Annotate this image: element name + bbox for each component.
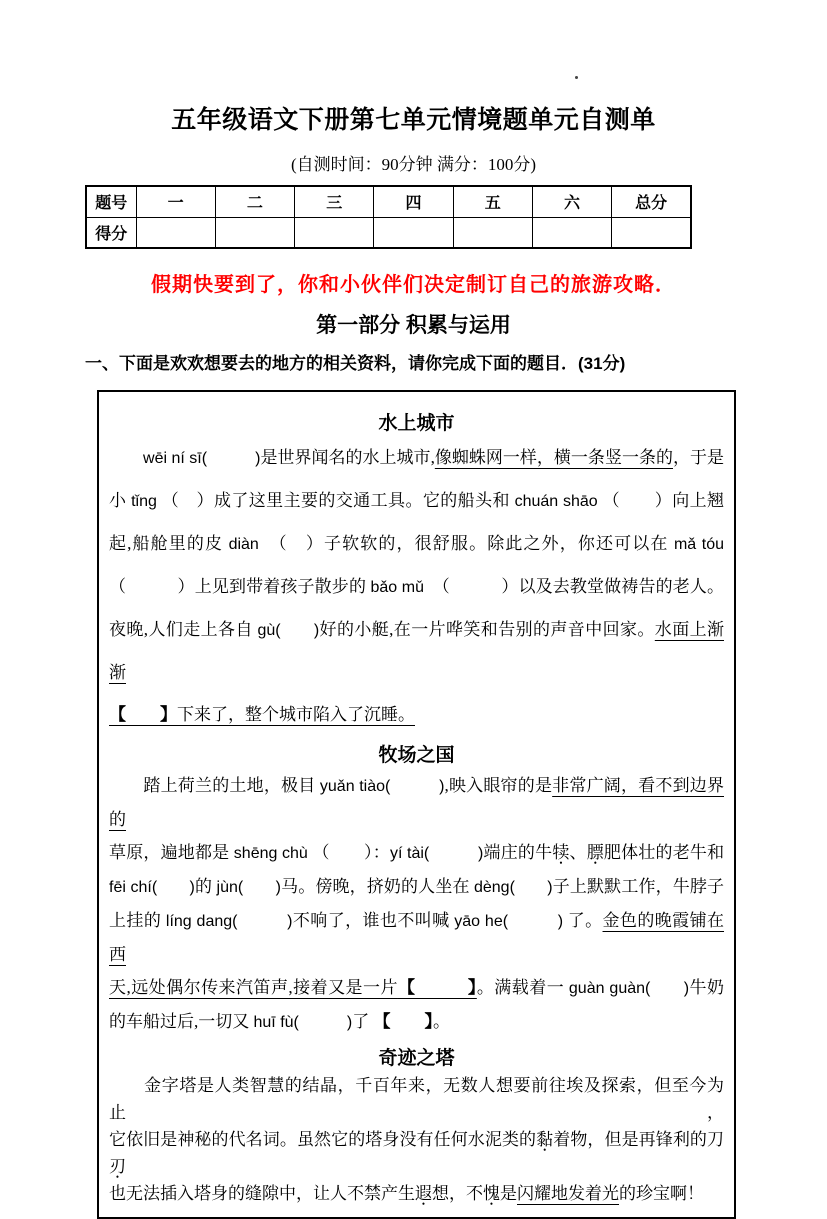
underlined-text: 金色的晚霞铺在西 [109, 911, 725, 964]
page-title: 五年级语文下册第七单元情境题单元自测单 [171, 106, 656, 134]
text-run: 小 [109, 491, 132, 510]
dotted-char: 刃 [109, 1157, 126, 1176]
pinyin-blank: guàn guàn( ) [568, 980, 690, 997]
pinyin-blank: jùn( ) [216, 879, 281, 896]
underlined-text: 下来了，整个城市陷入了沉睡。 [177, 705, 415, 724]
score-blank-cell [612, 217, 691, 248]
pinyin-blank: fēi chí( ) [109, 879, 195, 896]
text-run: 。满载着一 [476, 978, 569, 997]
text-line [109, 694, 724, 736]
dotted-char: 遐 [415, 1184, 432, 1203]
passage-3 [109, 1043, 724, 1207]
text-run [109, 448, 143, 467]
text-run: 的车船过后,一切又 [109, 1012, 254, 1031]
text-run: 牛奶 [689, 978, 725, 997]
text-line [109, 1126, 724, 1180]
table-label-cell: 六 [532, 186, 611, 217]
text-run: 【 】 [373, 1012, 433, 1031]
score-blank-cell [453, 217, 532, 248]
text-run: 想，不 [432, 1184, 483, 1203]
pinyin-blank: diàn [228, 536, 259, 553]
text-line [109, 1005, 724, 1039]
dotted-char: 膘 [586, 843, 604, 862]
text-run: 是 [500, 1184, 517, 1203]
text-line [109, 836, 724, 870]
passage-2 [109, 740, 724, 1039]
text-line [109, 609, 724, 694]
text-run: 夜晚,人们走上各自 [109, 620, 258, 639]
text-run: （ ）子软软的，很舒服。除此之外，你还可以在 [258, 534, 674, 553]
passage-1 [109, 408, 724, 736]
text-run: 上挂的 [109, 911, 166, 930]
passage-title: 水上城市 [378, 413, 455, 434]
scenario-intro-text: 假期快要到了，你和小伙伴们决定制订自己的旅游攻略． [151, 274, 676, 296]
text-run: 了。 [563, 911, 603, 930]
text-run: （ ）： [312, 843, 390, 862]
score-blank-cell [295, 217, 374, 248]
question-1-prompt: 一、下面是欢欢想要去的地方的相关资料，请你完成下面的题目．(31分) [85, 354, 626, 373]
table-label-cell: 得分 [86, 217, 136, 248]
text-run: 。 [432, 1012, 450, 1031]
text-run: 草原，遍地都是 [109, 843, 234, 862]
pinyin-blank: líng dang( ) [165, 913, 293, 930]
pinyin-blank: yāo he( ) [454, 913, 564, 930]
text-line [109, 566, 724, 609]
table-label-cell: 四 [374, 186, 453, 217]
text-run: （ ）成了这里主要的交通工具。它的船头和 [161, 491, 515, 510]
text-run: 起,船舱里的皮 [109, 534, 229, 553]
table-label-cell: 题号 [86, 186, 136, 217]
underlined-text: 像蜘蛛网一样，横一条竖一条的 [434, 448, 673, 467]
text-run: 马。傍晚，挤奶的人坐在 [280, 877, 474, 896]
part-one-heading: 第一部分 积累与运用 [316, 314, 511, 337]
score-blank-cell [374, 217, 453, 248]
table-label-cell: 二 [215, 186, 294, 217]
text-run: 子上默默工作，牛脖子 [552, 877, 724, 896]
text-run: 了 [352, 1012, 374, 1031]
score-row [86, 217, 691, 248]
text-run: 也无法插入塔身的缝隙中，让人不禁产生 [109, 1184, 415, 1203]
text-run: 它依旧是神秘的代名词。虽然它的塔身没有任何水泥类的 [109, 1130, 537, 1149]
passage-title: 奇迹之塔 [378, 1048, 455, 1069]
table-label-cell: 一 [136, 186, 215, 217]
text-run: 端庄的牛 [483, 843, 553, 862]
text-run: 、 [569, 843, 587, 862]
underlined-text: 非常广阔，看不到边界的 [109, 776, 724, 829]
score-blank-cell [136, 217, 215, 248]
text-run: 着物，但是再锋利的刀 [553, 1130, 725, 1149]
text-line [109, 480, 724, 523]
text-run: 不响了，谁也不叫喊 [292, 911, 455, 930]
pinyin-blank: yuǎn tiào( ) [319, 778, 445, 795]
score-table [85, 185, 692, 249]
text-run: ，于是 [673, 448, 725, 467]
pinyin-blank: dèng( ) [473, 879, 553, 896]
pinyin-blank: mǎ tóu [673, 536, 725, 553]
pinyin-blank: tǐng [131, 493, 162, 510]
text-run: 是世界闻名的水上城市, [260, 448, 435, 467]
table-label-cell: 五 [453, 186, 532, 217]
score-blank-cell [532, 217, 611, 248]
underlined-text: 【 】 [109, 705, 177, 724]
text-line [109, 437, 724, 480]
text-run: 踏上荷兰的土地，极目 [109, 776, 320, 795]
score-table-body [86, 186, 691, 248]
text-line [109, 971, 724, 1005]
text-run: 金字塔是人类智慧的结晶，千百年来，无数人想要前往埃及探索，但至今为止， [109, 1076, 724, 1122]
text-line [109, 769, 724, 836]
dotted-char: 愧 [483, 1184, 500, 1203]
text-run: 的 [194, 877, 217, 896]
text-line [109, 1180, 724, 1207]
stray-dot-mark [575, 76, 578, 79]
test-time-subtitle: (自测时间：90分钟 满分：100分) [290, 155, 537, 174]
text-run: 好的小艇,在一片哗笑和告别的声音中回家。 [319, 620, 655, 639]
text-run: 的珍宝啊！ [619, 1184, 704, 1203]
text-run: 肥体壮的老牛和 [603, 843, 725, 862]
pinyin-blank: shēng chù [233, 845, 313, 862]
table-label-cell: 总分 [612, 186, 691, 217]
text-line [109, 523, 724, 566]
underlined-text: 闪耀地发着光 [517, 1184, 619, 1203]
text-run: ,映入眼帘的是 [444, 776, 553, 795]
pinyin-blank: bǎo mǔ [370, 579, 424, 596]
text-run: （ ）上见到带着孩子散步的 [109, 577, 371, 596]
underlined-text: 水面上渐渐 [109, 620, 724, 682]
score-blank-cell [215, 217, 294, 248]
dotted-char: 犊 [552, 843, 570, 862]
underlined-text: 【 】 [397, 978, 477, 997]
text-run: （ ）向上翘 [602, 491, 725, 510]
passage-title: 牧场之国 [378, 745, 455, 766]
pinyin-blank: wēi ní sī( ) [143, 450, 261, 467]
text-line [109, 1072, 724, 1126]
pinyin-blank: gù( ) [257, 622, 320, 639]
pinyin-blank: yí tài( ) [389, 845, 484, 862]
text-line [109, 904, 724, 971]
text-run: （ ）以及去教堂做祷告的老人。 [424, 577, 725, 596]
passages-box [97, 390, 736, 1219]
pinyin-blank: chuán shāo [514, 493, 603, 510]
table-label-cell: 三 [295, 186, 374, 217]
question-number-row [86, 186, 691, 217]
underlined-text: 天,远处偶尔传来汽笛声,接着又是一片 [109, 978, 398, 997]
pinyin-blank: huī fù( ) [253, 1014, 353, 1031]
dotted-char: 黏 [536, 1130, 554, 1149]
text-line [109, 870, 724, 904]
